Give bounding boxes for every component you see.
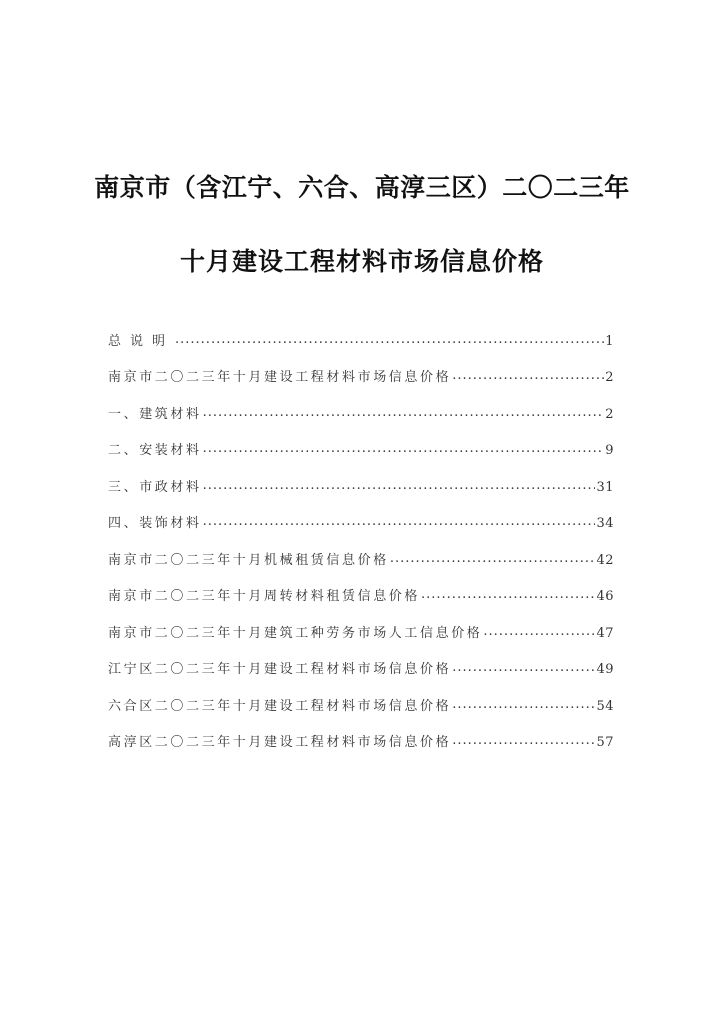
- toc-leader-dots: [175, 332, 604, 347]
- toc-entry-decoration-materials[interactable]: [108, 512, 614, 549]
- toc-entry-page: 31: [596, 479, 614, 495]
- toc-entry-label: 南京市二〇二三年十月建筑工种劳务市场人工信息价格: [108, 625, 483, 641]
- document-title-line-2: 十月建设工程材料市场信息价格: [179, 247, 544, 276]
- toc-entry-label: 南京市二〇二三年十月建设工程材料市场信息价格: [108, 370, 452, 385]
- toc-entry-page: 1: [605, 334, 614, 349]
- toc-entry-gaochun-materials[interactable]: [108, 731, 614, 768]
- toc-leader-dots: [483, 624, 595, 639]
- toc-entry-page: 54: [596, 698, 614, 714]
- toc-leader-dots: [452, 368, 604, 383]
- table-of-contents: [108, 330, 614, 768]
- toc-entry-municipal-materials[interactable]: [108, 476, 614, 513]
- toc-leader-dots: [452, 697, 595, 712]
- toc-leader-dots: [390, 551, 596, 566]
- toc-entry-label: 南京市二〇二三年十月机械租赁信息价格: [108, 552, 389, 568]
- toc-entry-machinery-rental[interactable]: [108, 549, 614, 586]
- toc-entry-page: 34: [596, 516, 614, 531]
- toc-entry-label: 一、建筑材料: [108, 406, 202, 422]
- toc-entry-label: 总说明: [108, 334, 175, 349]
- toc-entry-labor-prices[interactable]: [108, 622, 614, 659]
- toc-entry-general-notes[interactable]: [108, 330, 614, 366]
- toc-leader-dots: [203, 405, 605, 420]
- toc-entry-page: 49: [596, 662, 614, 677]
- toc-leader-dots: [203, 441, 605, 456]
- toc-entry-installation-materials[interactable]: [108, 439, 614, 476]
- toc-entry-nanjing-materials[interactable]: [108, 366, 614, 403]
- toc-entry-page: 2: [605, 406, 614, 422]
- toc-entry-page: 57: [596, 735, 614, 750]
- toc-entry-label: 南京市二〇二三年十月周转材料租赁信息价格: [108, 589, 421, 604]
- toc-entry-label: 三、市政材料: [108, 479, 202, 495]
- toc-entry-jiangning-materials[interactable]: [108, 658, 614, 695]
- toc-leader-dots: [452, 660, 595, 675]
- toc-leader-dots: [203, 514, 596, 529]
- toc-entry-page: 42: [596, 552, 614, 568]
- toc-leader-dots: [421, 587, 595, 602]
- toc-leader-dots: [203, 478, 596, 493]
- toc-entry-label: 高淳区二〇二三年十月建设工程材料市场信息价格: [108, 735, 452, 750]
- document-title-line-1: 南京市（含江宁、六合、高淳三区）二〇二三年: [94, 173, 630, 202]
- toc-entry-label: 六合区二〇二三年十月建设工程材料市场信息价格: [108, 698, 452, 714]
- toc-entry-page: 9: [605, 443, 614, 458]
- toc-entry-page: 47: [596, 625, 614, 641]
- toc-entry-turnover-materials-rental[interactable]: [108, 585, 614, 622]
- toc-entry-luhe-materials[interactable]: [108, 695, 614, 732]
- toc-entry-label: 四、装饰材料: [108, 516, 202, 531]
- toc-entry-page: 46: [596, 589, 614, 604]
- toc-entry-label: 江宁区二〇二三年十月建设工程材料市场信息价格: [108, 662, 452, 677]
- toc-entry-building-materials[interactable]: [108, 403, 614, 440]
- toc-leader-dots: [452, 733, 595, 748]
- toc-entry-page: 2: [605, 370, 614, 385]
- toc-entry-label: 二、安装材料: [108, 443, 202, 458]
